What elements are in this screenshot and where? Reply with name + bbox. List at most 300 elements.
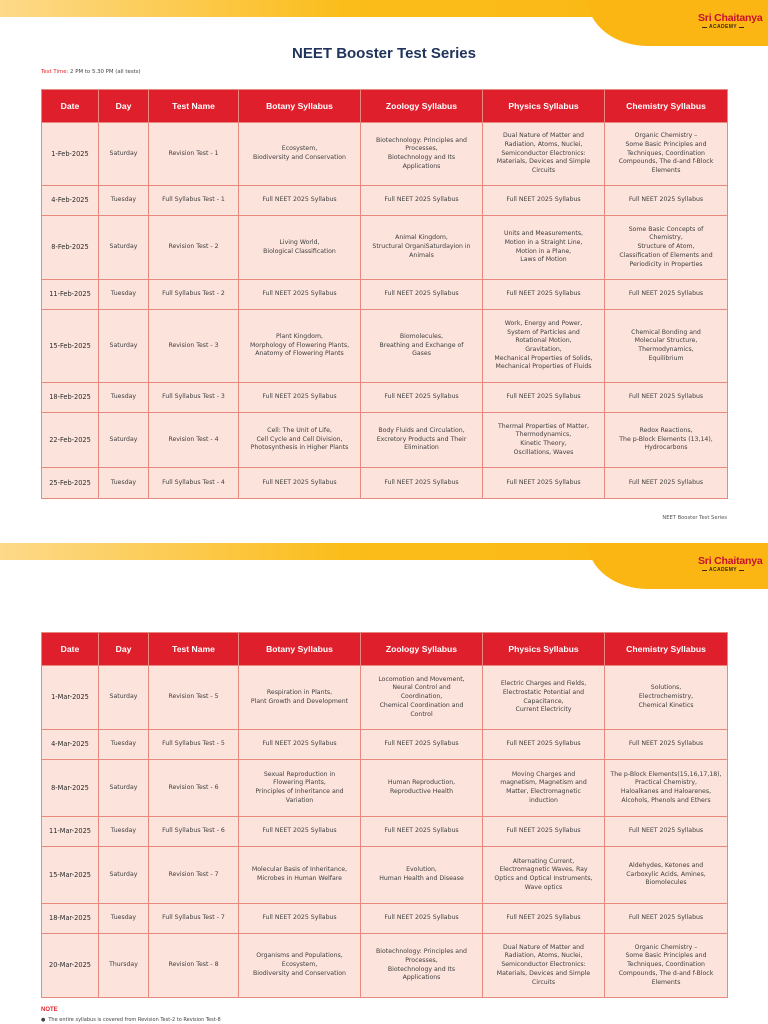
cell-line: Kinetic Theory, — [520, 440, 567, 447]
cell-line: Motion in a Straight Line, — [504, 238, 583, 246]
cell-line: Excretory Products and Their — [376, 435, 467, 443]
cell-zoology — [361, 280, 483, 310]
cell-line: Full NEET 2025 Syllabus — [628, 914, 704, 922]
cell-line: Flowering Plants, — [273, 779, 326, 787]
cell-date — [42, 383, 99, 413]
header-physics: Physics Syllabus — [483, 90, 605, 123]
cell-line: Chemical Bonding and — [631, 328, 701, 336]
cell-line: Full Syllabus Test - 2 — [162, 290, 225, 298]
cell-physics — [483, 730, 605, 760]
cell-line: Matter, Electromagnetic — [506, 788, 581, 795]
cell-zoology — [361, 730, 483, 760]
cell-line: Sexual Reproduction in — [263, 770, 336, 778]
cell-line: Saturday — [109, 783, 138, 791]
cell-zoology — [361, 847, 483, 904]
header-day: Day — [99, 633, 149, 666]
cell-line: 8-Feb-2025 — [51, 243, 89, 252]
cell-botany — [239, 904, 361, 934]
cell-physics — [483, 760, 605, 817]
cell-line: Biomolecules — [645, 879, 687, 887]
cell-line: Aldehydes, Ketones and — [628, 861, 704, 869]
cell-botany — [239, 760, 361, 817]
cell-chemistry — [605, 280, 728, 310]
brand-sub: ACADEMY — [708, 24, 738, 30]
cell-line: Respiration in Plants, — [266, 688, 333, 696]
cell-line: Biomolecules, — [399, 332, 444, 340]
cell-botany — [239, 280, 361, 310]
cell-zoology — [361, 817, 483, 847]
cell-line: Organisms and Populations, — [256, 952, 343, 960]
cell-line: Mechanical Properties of Solids, — [494, 354, 593, 362]
header-day: Day — [99, 90, 149, 123]
cell-chemistry — [605, 216, 728, 280]
cell-line: Full NEET 2025 Syllabus — [506, 478, 581, 486]
cell-line: 4-Feb-2025 — [51, 196, 89, 205]
cell-line: Full NEET 2025 Syllabus — [628, 393, 704, 401]
cell-line: Classification of Elements and — [619, 251, 713, 259]
cell-chemistry — [605, 730, 728, 760]
cell-zoology — [361, 413, 483, 468]
cell-botany — [239, 186, 361, 216]
cell-line: Saturday — [109, 435, 138, 443]
table-row — [42, 847, 728, 904]
cell-day — [99, 847, 149, 904]
bullet-icon: ● — [41, 1017, 46, 1023]
cell-date — [42, 817, 99, 847]
cell-physics — [483, 904, 605, 934]
cell-chemistry — [605, 904, 728, 934]
cell-line: 18-Feb-2025 — [49, 393, 91, 402]
cell-line: Cell Cycle and Cell Division, — [256, 435, 343, 443]
cell-line: Applications — [402, 974, 441, 982]
cell-day — [99, 760, 149, 817]
cell-line: The p-Block Elements (13,14), — [619, 435, 713, 443]
cell-physics — [483, 847, 605, 904]
cell-line: Full NEET 2025 Syllabus — [506, 196, 581, 204]
cell-line: Full NEET 2025 Syllabus — [384, 393, 459, 401]
cell-line: Full NEET 2025 Syllabus — [262, 827, 337, 835]
cell-test-name — [149, 817, 239, 847]
table-row — [42, 280, 728, 310]
cell-line: Structural OrganiSaturdayion in — [372, 243, 471, 251]
cell-line: Body Fluids and Circulation, — [378, 426, 465, 434]
cell-line: Saturday — [109, 870, 138, 878]
cell-line: Saturday — [109, 341, 138, 349]
cell-line: Full Syllabus Test - 3 — [162, 393, 225, 401]
cell-line: Circuits — [531, 167, 556, 175]
cell-line: Organic Chemistry – — [634, 132, 698, 140]
cell-line: Full NEET 2025 Syllabus — [262, 478, 337, 486]
cell-line: Rotational Motion, — [515, 337, 572, 345]
cell-line: Biotechnology: Principles and — [376, 948, 467, 956]
cell-line: Gases — [412, 350, 431, 358]
cell-line: Plant Kingdom, — [276, 332, 323, 340]
table-row — [42, 468, 728, 499]
cell-day — [99, 413, 149, 468]
cell-zoology — [361, 216, 483, 280]
cell-line: Molecular Structure, — [634, 337, 698, 345]
cell-line: Techniques, Coordination — [627, 149, 705, 157]
cell-line: Hydrocarbons — [644, 444, 688, 452]
brand-logo — [698, 555, 763, 573]
cell-test-name — [149, 666, 239, 730]
cell-line: Full NEET 2025 Syllabus — [506, 740, 581, 748]
cell-date — [42, 904, 99, 934]
cell-line: Full NEET 2025 Syllabus — [506, 914, 581, 922]
cell-line: Gravitation, — [525, 346, 562, 353]
cell-line: Capacitance, — [523, 697, 564, 705]
header-physics: Physics Syllabus — [483, 633, 605, 666]
cell-line: 11-Feb-2025 — [49, 290, 91, 299]
cell-line: Equilibrium — [648, 354, 684, 362]
cell-test-name — [149, 310, 239, 383]
cell-line: Principles of Inheritance and — [255, 788, 344, 795]
cell-day — [99, 468, 149, 499]
cell-physics — [483, 413, 605, 468]
cell-line: Applications — [402, 162, 441, 170]
cell-line: Saturday — [109, 149, 138, 157]
cell-line: System of Particles and — [507, 328, 580, 336]
table-header-row — [42, 633, 728, 666]
cell-line: Reproductive Health — [389, 788, 454, 795]
cell-zoology — [361, 383, 483, 413]
cell-line: Neural Control and — [392, 684, 451, 692]
cell-line: Thursday — [109, 961, 138, 969]
table-row — [42, 817, 728, 847]
cell-line: 15-Feb-2025 — [49, 341, 91, 350]
cell-line: Laws of Motion — [520, 256, 567, 264]
note-title: NOTE — [41, 1007, 58, 1013]
header-date: Date — [42, 90, 99, 123]
cell-chemistry — [605, 847, 728, 904]
cell-line: Full NEET 2025 Syllabus — [628, 827, 704, 835]
cell-physics — [483, 666, 605, 730]
cell-test-name — [149, 413, 239, 468]
table-row — [42, 216, 728, 280]
header-botany: Botany Syllabus — [239, 90, 361, 123]
note-item-text: The entire syllabus is covered from Revision Test-2 to Revision Test-8 — [48, 1017, 221, 1023]
cell-line: Techniques, Coordination — [627, 961, 705, 969]
schedule-table-feb — [41, 89, 728, 499]
cell-chemistry — [605, 186, 728, 216]
table-row — [42, 904, 728, 934]
cell-line: Cell: The Unit of Life, — [267, 426, 332, 434]
cell-line: Revision Test - 2 — [168, 243, 219, 251]
cell-line: Mechanical Properties of Fluids — [495, 363, 592, 371]
cell-line: Radiation, Atoms, Nuclei, — [504, 140, 583, 148]
cell-line: Biodiversity and Conservation — [253, 969, 346, 977]
cell-physics — [483, 383, 605, 413]
cell-line: Full NEET 2025 Syllabus — [384, 478, 459, 486]
note-item — [41, 1017, 221, 1023]
header-zoology: Zoology Syllabus — [361, 90, 483, 123]
cell-zoology — [361, 186, 483, 216]
table-row — [42, 383, 728, 413]
cell-physics — [483, 468, 605, 499]
schedule-table-mar — [41, 632, 728, 998]
cell-line: Full NEET 2025 Syllabus — [628, 196, 704, 204]
cell-line: 1-Mar-2025 — [51, 693, 89, 702]
page-title: NEET Booster Test Series — [292, 45, 476, 62]
cell-day — [99, 383, 149, 413]
cell-day — [99, 666, 149, 730]
cell-line: Biotechnology: Principles and — [376, 136, 467, 144]
cell-date — [42, 847, 99, 904]
cell-line: Living World, — [279, 238, 320, 246]
cell-line: Redox Reactions, — [639, 426, 693, 434]
cell-line: Full NEET 2025 Syllabus — [384, 196, 459, 204]
table-row — [42, 760, 728, 817]
cell-line: Biotechnology and Its — [387, 154, 456, 161]
table-row — [42, 123, 728, 186]
table-header-row — [42, 90, 728, 123]
cell-line: Tuesday — [110, 196, 137, 204]
cell-line: Coordination, — [400, 693, 443, 701]
header-date: Date — [42, 633, 99, 666]
cell-test-name — [149, 216, 239, 280]
cell-test-name — [149, 760, 239, 817]
cell-physics — [483, 934, 605, 998]
cell-botany — [239, 934, 361, 998]
cell-line: Full NEET 2025 Syllabus — [506, 290, 581, 298]
cell-line: Chemical Kinetics — [638, 701, 694, 709]
cell-date — [42, 186, 99, 216]
cell-line: Semiconductor Electronics: — [501, 149, 586, 157]
cell-line: Wave optics — [524, 883, 563, 891]
cell-botany — [239, 847, 361, 904]
cell-line: Full NEET 2025 Syllabus — [506, 393, 581, 401]
cell-botany — [239, 730, 361, 760]
brand-name: Sri Chaitanya — [698, 555, 763, 567]
cell-date — [42, 760, 99, 817]
cell-test-name — [149, 730, 239, 760]
cell-chemistry — [605, 817, 728, 847]
cell-test-name — [149, 904, 239, 934]
brand-sub: ACADEMY — [708, 567, 738, 573]
cell-line: Thermodynamics, — [638, 346, 694, 353]
cell-line: Control — [410, 710, 433, 718]
cell-line: Evolution, — [406, 866, 437, 874]
cell-line: Electrochemistry, — [638, 693, 694, 701]
cell-line: Ecosystem, — [281, 961, 318, 969]
cell-zoology — [361, 934, 483, 998]
cell-botany — [239, 817, 361, 847]
cell-date — [42, 310, 99, 383]
cell-line: Radiation, Atoms, Nuclei, — [504, 952, 583, 960]
cell-line: Thermodynamics, — [515, 431, 572, 439]
cell-line: Some Basic Concepts of — [628, 225, 704, 233]
cell-line: Dual Nature of Matter and — [503, 132, 584, 140]
cell-line: Thermal Properties of Matter, — [498, 422, 589, 430]
table-row — [42, 934, 728, 998]
cell-line: Elements — [651, 978, 681, 986]
cell-line: Work, Energy and Power, — [504, 319, 583, 327]
cell-zoology — [361, 666, 483, 730]
cell-line: induction — [529, 796, 558, 804]
cell-line: Anatomy of Flowering Plants — [255, 350, 344, 358]
cell-day — [99, 280, 149, 310]
cell-zoology — [361, 904, 483, 934]
cell-line: Saturday — [109, 693, 138, 701]
cell-test-name — [149, 186, 239, 216]
cell-line: Full Syllabus Test - 1 — [162, 196, 225, 204]
cell-line: Full NEET 2025 Syllabus — [506, 827, 581, 835]
cell-line: Photosynthesis in Higher Plants — [250, 444, 349, 452]
cell-line: Revision Test - 4 — [168, 435, 219, 443]
cell-line: Microbes in Human Welfare — [257, 875, 342, 882]
cell-day — [99, 123, 149, 186]
cell-line: Practical Chemistry, — [634, 779, 697, 787]
brand-logo — [698, 12, 763, 30]
cell-date — [42, 468, 99, 499]
header-chemistry: Chemistry Syllabus — [605, 90, 728, 123]
cell-line: The p-Block Elements(15,16,17,18), — [610, 770, 722, 778]
table-row — [42, 666, 728, 730]
cell-line: Revision Test - 1 — [168, 149, 219, 157]
cell-chemistry — [605, 468, 728, 499]
cell-botany — [239, 310, 361, 383]
cell-line: Tuesday — [110, 740, 137, 748]
cell-line: Full NEET 2025 Syllabus — [384, 290, 459, 298]
cell-line: 22-Feb-2025 — [49, 435, 91, 444]
cell-line: Biotechnology and Its — [387, 965, 456, 973]
test-time — [41, 69, 141, 75]
cell-line: Human Health and Disease — [379, 875, 464, 882]
cell-line: Morphology of Flowering Plants, — [249, 341, 350, 349]
cell-date — [42, 730, 99, 760]
cell-day — [99, 310, 149, 383]
cell-botany — [239, 413, 361, 468]
cell-line: Variation — [285, 796, 314, 804]
cell-chemistry — [605, 123, 728, 186]
cell-line: Dual Nature of Matter and — [503, 943, 584, 951]
cell-line: 25-Feb-2025 — [49, 478, 91, 487]
cell-line: 18-Mar-2025 — [49, 914, 91, 923]
footer-label: NEET Booster Test Series — [662, 515, 727, 521]
cell-line: Ecosystem, — [281, 145, 318, 153]
cell-chemistry — [605, 666, 728, 730]
brand-name: Sri Chaitanya — [698, 12, 763, 24]
page-divider — [0, 530, 768, 543]
test-time-value: 2 PM to 5.30 PM (all tests) — [68, 69, 141, 75]
cell-line: Chemistry, — [649, 234, 683, 242]
cell-date — [42, 280, 99, 310]
cell-physics — [483, 280, 605, 310]
cell-line: Full NEET 2025 Syllabus — [262, 740, 337, 748]
cell-line: Elements — [651, 167, 681, 175]
cell-line: Electric Charges and Fields, — [500, 680, 587, 688]
cell-line: Current Electricity — [515, 706, 572, 714]
cell-line: Full NEET 2025 Syllabus — [628, 740, 704, 748]
cell-line: 15-Mar-2025 — [49, 870, 91, 879]
cell-line: Full Syllabus Test - 6 — [162, 827, 225, 835]
cell-line: Full NEET 2025 Syllabus — [628, 478, 704, 486]
cell-physics — [483, 186, 605, 216]
cell-line: Structure of Atom, — [637, 243, 695, 251]
cell-line: Revision Test - 8 — [168, 961, 219, 969]
cell-date — [42, 934, 99, 998]
cell-line: Plant Growth and Development — [250, 697, 349, 705]
cell-line: Circuits — [531, 978, 556, 986]
cell-test-name — [149, 468, 239, 499]
cell-line: Elimination — [404, 444, 439, 452]
cell-line: Compounds, The d-and f-Block — [618, 969, 714, 977]
cell-line: Oscillations, Waves — [513, 448, 574, 456]
cell-line: Molecular Basis of Inheritance, — [251, 866, 348, 874]
cell-line: Motion in a Plane, — [515, 247, 572, 255]
cell-line: Organic Chemistry – — [634, 943, 698, 951]
cell-line: Full Syllabus Test - 5 — [162, 740, 225, 748]
cell-line: Animals — [409, 251, 434, 259]
cell-line: Carboxylic Acids, Amines, — [626, 870, 706, 878]
cell-test-name — [149, 383, 239, 413]
cell-physics — [483, 123, 605, 186]
cell-line: Biological Classification — [263, 247, 336, 255]
cell-chemistry — [605, 383, 728, 413]
cell-line: Locomotion and Movement, — [378, 675, 465, 683]
cell-line: Alternating Current, — [512, 857, 575, 865]
test-time-label: Test Time: — [41, 69, 69, 75]
cell-line: Tuesday — [110, 914, 137, 922]
cell-line: Semiconductor Electronics: — [501, 961, 586, 969]
cell-test-name — [149, 123, 239, 186]
cell-test-name — [149, 847, 239, 904]
cell-chemistry — [605, 413, 728, 468]
cell-line: magnetism, Magnetism and — [500, 779, 587, 787]
cell-line: Full NEET 2025 Syllabus — [262, 196, 337, 204]
header-test-name: Test Name — [149, 633, 239, 666]
cell-date — [42, 666, 99, 730]
cell-line: Processes, — [405, 145, 438, 153]
cell-day — [99, 934, 149, 998]
cell-line: Full NEET 2025 Syllabus — [262, 290, 337, 298]
cell-line: Some Basic Principles and — [625, 140, 707, 148]
cell-line: Full NEET 2025 Syllabus — [384, 827, 459, 835]
cell-date — [42, 123, 99, 186]
cell-zoology — [361, 468, 483, 499]
cell-line: 1-Feb-2025 — [51, 149, 89, 158]
cell-line: Full NEET 2025 Syllabus — [262, 914, 337, 922]
cell-line: Units and Measurements, — [503, 230, 584, 238]
cell-line: Materials, Devices and Simple — [496, 158, 591, 166]
cell-line: Optics and Optical Instruments, — [494, 875, 593, 882]
header-botany: Botany Syllabus — [239, 633, 361, 666]
cell-line: Full NEET 2025 Syllabus — [262, 393, 337, 401]
cell-line: Periodicity in Properties — [629, 260, 703, 268]
cell-day — [99, 186, 149, 216]
cell-botany — [239, 383, 361, 413]
cell-botany — [239, 666, 361, 730]
cell-zoology — [361, 123, 483, 186]
cell-line: Revision Test - 3 — [168, 341, 219, 349]
cell-line: Materials, Devices and Simple — [496, 969, 591, 977]
cell-botany — [239, 123, 361, 186]
cell-line: Full NEET 2025 Syllabus — [628, 290, 704, 298]
cell-line: Some Basic Principles and — [625, 952, 707, 960]
cell-line: 11-Mar-2025 — [49, 827, 91, 836]
cell-date — [42, 413, 99, 468]
cell-line: Processes, — [405, 956, 438, 964]
cell-physics — [483, 817, 605, 847]
cell-line: Solutions, — [650, 684, 682, 692]
cell-line: Tuesday — [110, 478, 137, 486]
cell-line: Electrostatic Potential and — [502, 688, 585, 696]
cell-line: Full NEET 2025 Syllabus — [384, 740, 459, 748]
cell-line: Full Syllabus Test - 4 — [162, 478, 225, 486]
cell-line: Biodiversity and Conservation — [253, 154, 346, 161]
cell-test-name — [149, 280, 239, 310]
cell-line: Moving Charges and — [511, 770, 576, 778]
